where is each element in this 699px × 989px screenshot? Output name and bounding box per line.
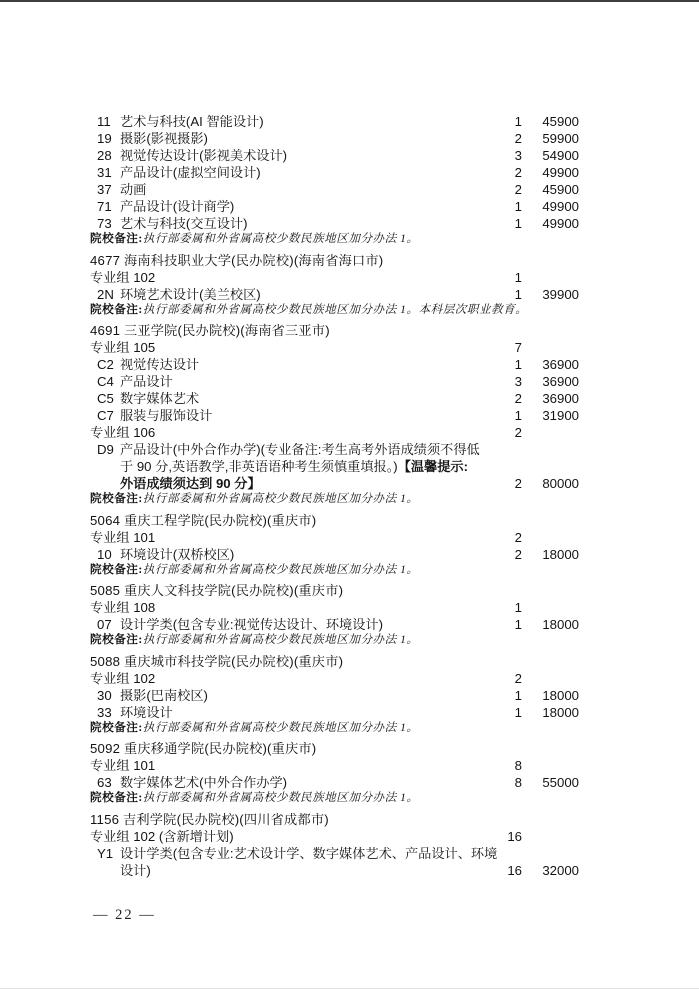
enrollment-count: 2: [514, 670, 522, 686]
enrollment-count: 2: [514, 529, 522, 545]
major-name-segment: 艺术与科技(交互设计): [120, 216, 248, 231]
major-name-segment: 视觉传达设计: [120, 357, 200, 372]
enrollment-count: 16: [507, 828, 522, 844]
remark-prefix: 院校备注:: [90, 720, 143, 734]
major-name-segment: 环境艺术设计(美兰校区): [120, 286, 261, 302]
group-row: [90, 599, 579, 616]
enrollment-count: 1: [514, 286, 522, 302]
group-label: 专业组 102: [90, 269, 156, 285]
major-row: [90, 687, 579, 704]
school-heading: 4691 三亚学院(民办院校)(海南省三亚市): [90, 323, 330, 338]
major-row: [90, 616, 579, 633]
major-row: [90, 356, 579, 373]
tuition-fee: 39900: [542, 286, 579, 302]
group-row: [90, 670, 579, 687]
tuition-fee: 80000: [542, 476, 579, 491]
group-row: [90, 529, 579, 546]
remark-text: 执行部委属和外省属高校少数民族地区加分办法 1。: [142, 720, 419, 734]
enrollment-count: 1: [514, 357, 522, 372]
remark-text: 执行部委属和外省属高校少数民族地区加分办法 1。: [142, 232, 419, 245]
major-name: [90, 774, 579, 791]
college-remark: [90, 232, 579, 247]
major-code: C4: [97, 374, 114, 389]
school-heading: 5085 重庆人文科技学院(民办院校)(重庆市): [90, 583, 344, 598]
tuition-fee: 59900: [542, 131, 579, 146]
enrollment-count: 1: [514, 269, 522, 285]
enrollment-count: 2: [514, 391, 522, 406]
major-name: [90, 356, 579, 373]
tuition-fee: 54900: [542, 148, 579, 163]
major-code: 19: [97, 131, 112, 146]
enrollment-count: 1: [514, 617, 522, 632]
major-name: [90, 215, 579, 232]
major-row: [90, 215, 579, 232]
school-heading: 5064 重庆工程学院(民办院校)(重庆市): [90, 512, 317, 528]
major-name-segment: 动画: [120, 182, 147, 197]
major-name-segment: 【温馨提示:: [397, 459, 469, 474]
major-row: [90, 704, 579, 721]
major-row: [90, 546, 579, 563]
major-name: [90, 704, 579, 721]
major-name-segment: 外语成绩须达到 90 分】: [120, 476, 261, 491]
tuition-fee: 45900: [542, 182, 579, 197]
college-remark: [90, 721, 579, 736]
major-code: 10: [97, 546, 112, 562]
major-name: [90, 181, 579, 198]
major-row: [90, 164, 579, 181]
tuition-fee: 36900: [542, 391, 579, 406]
major-code: 2N: [97, 286, 114, 302]
major-code: 07: [97, 617, 112, 632]
major-code: 37: [97, 182, 112, 197]
remark-prefix: 院校备注:: [90, 232, 143, 245]
major-row: [90, 198, 579, 215]
tuition-fee: 45900: [542, 114, 579, 129]
major-name-segment: 产品设计: [120, 374, 173, 389]
major-name: [90, 164, 579, 181]
college-remark: [90, 791, 579, 806]
enrollment-count: 1: [514, 687, 522, 703]
tuition-fee: 49900: [542, 199, 579, 214]
major-code: 28: [97, 148, 112, 163]
enrollment-count: 2: [514, 182, 522, 197]
major-name-segment: 艺术与科技(AI 智能设计): [120, 114, 264, 129]
major-name: [90, 147, 579, 164]
document-lines: [90, 113, 579, 879]
tuition-fee: 36900: [542, 357, 579, 372]
major-code: 30: [97, 687, 112, 703]
tuition-fee: 18000: [542, 617, 579, 632]
major-name: [90, 373, 579, 390]
enrollment-count: 8: [514, 775, 522, 790]
school-heading: 5092 重庆移通学院(民办院校)(重庆市): [90, 741, 317, 756]
major-code: C2: [97, 357, 114, 372]
major-name-segment: 摄影(影视摄影): [120, 131, 208, 146]
tuition-fee: 32000: [542, 862, 579, 878]
college-remark: [90, 492, 579, 507]
major-code: 71: [97, 199, 112, 214]
enrollment-count: 3: [514, 148, 522, 163]
enrollment-count: 2: [514, 165, 522, 180]
major-row: [90, 774, 579, 791]
major-code: 33: [97, 704, 112, 720]
enrollment-count: 3: [514, 374, 522, 389]
major-code: 31: [97, 165, 112, 180]
major-row: [90, 113, 579, 130]
tuition-fee: 31900: [542, 408, 579, 423]
remark-text: 执行部委属和外省属高校少数民族地区加分办法 1。: [142, 633, 419, 646]
major-name-segment: 设计学类(包含专业:艺术设计学、数字媒体艺术、产品设计、环境: [120, 845, 498, 861]
college-remark: [90, 633, 579, 648]
enrollment-count: 1: [514, 216, 522, 231]
major-name: [90, 687, 579, 704]
college-remark: [90, 303, 579, 318]
group-label: 专业组 106: [90, 425, 156, 440]
enrollment-count: 7: [514, 340, 522, 355]
remark-text: 执行部委属和外省属高校少数民族地区加分办法 1。本科层次职业教育。: [142, 302, 528, 316]
major-row: [90, 441, 579, 492]
major-name-segment: 服装与服饰设计: [120, 408, 213, 423]
major-name-segment: 产品设计(虚拟空间设计): [120, 165, 261, 180]
group-row: [90, 828, 579, 845]
enrollment-count: 1: [514, 114, 522, 129]
enrollment-count: 1: [514, 199, 522, 214]
tuition-fee: 18000: [542, 546, 579, 562]
group-label: 专业组 102: [90, 670, 156, 686]
tuition-fee: 55000: [542, 775, 579, 790]
major-row: [90, 390, 579, 407]
group-label: 专业组 105: [90, 340, 156, 355]
group-label: 专业组 101: [90, 529, 156, 545]
major-name: [90, 130, 579, 147]
major-name: [90, 845, 579, 879]
tuition-fee: 49900: [542, 165, 579, 180]
enrollment-count: 8: [514, 758, 522, 773]
major-name: [90, 441, 579, 492]
major-name-segment: 摄影(巴南校区): [120, 687, 208, 703]
group-row: [90, 757, 579, 774]
school-heading: 5088 重庆城市科技学院(民办院校)(重庆市): [90, 653, 344, 669]
enrollment-count: 1: [514, 704, 522, 720]
major-code: Y1: [97, 845, 114, 861]
major-code: 63: [97, 775, 112, 790]
remark-prefix: 院校备注:: [90, 562, 143, 576]
major-name-segment: 环境设计(双桥校区): [120, 546, 235, 562]
remark-prefix: 院校备注:: [90, 791, 143, 804]
major-name-segment: 数字媒体艺术: [120, 391, 200, 406]
major-name: [90, 198, 579, 215]
college-remark: [90, 563, 579, 578]
major-name: [90, 616, 579, 633]
remark-prefix: 院校备注:: [90, 492, 143, 505]
remark-prefix: 院校备注:: [90, 633, 143, 646]
page-number: — 22 —: [93, 907, 156, 923]
major-code: 73: [97, 216, 112, 231]
major-row: [90, 373, 579, 390]
major-name-segment: 于 90 分,英语教学,非英语语种考生须慎重填报。): [120, 459, 398, 474]
enrollment-count: 2: [514, 131, 522, 146]
group-label: 专业组 108: [90, 600, 156, 615]
major-name: [90, 407, 579, 424]
enrollment-count: 2: [514, 425, 522, 440]
remark-prefix: 院校备注:: [90, 302, 143, 316]
tuition-fee: 36900: [542, 374, 579, 389]
major-code: D9: [97, 442, 114, 457]
group-label: 专业组 101: [90, 758, 156, 773]
tuition-fee: 18000: [542, 687, 579, 703]
group-row: [90, 339, 579, 356]
remark-text: 执行部委属和外省属高校少数民族地区加分办法 1。: [142, 562, 419, 576]
major-name: [90, 546, 579, 563]
major-row: [90, 407, 579, 424]
major-row: [90, 130, 579, 147]
major-name-segment: 设计): [120, 862, 151, 878]
tuition-fee: 18000: [542, 704, 579, 720]
major-name: [90, 390, 579, 407]
major-name-segment: 数字媒体艺术(中外合作办学): [120, 775, 288, 790]
enrollment-count: 1: [514, 600, 522, 615]
remark-text: 执行部委属和外省属高校少数民族地区加分办法 1。: [142, 791, 419, 804]
remark-text: 执行部委属和外省属高校少数民族地区加分办法 1。: [142, 492, 419, 505]
major-code: 11: [97, 114, 111, 129]
group-row: [90, 424, 579, 441]
enrollment-count: 2: [514, 476, 522, 491]
school-heading: 1156 吉利学院(民办院校)(四川省成都市): [90, 811, 329, 827]
enrollment-count: 2: [514, 546, 522, 562]
major-name-segment: 环境设计: [120, 704, 173, 720]
major-name-segment: 产品设计(中外合作办学)(专业备注:考生高考外语成绩须不得低: [120, 442, 480, 457]
major-name: [90, 113, 579, 130]
major-name: [90, 286, 579, 303]
group-row: [90, 269, 579, 286]
major-name-segment: 产品设计(设计商学): [120, 199, 235, 214]
major-row: [90, 147, 579, 164]
enrollment-count: 16: [507, 862, 522, 878]
major-code: C5: [97, 391, 114, 406]
major-row: [90, 181, 579, 198]
tuition-fee: 49900: [542, 216, 579, 231]
major-row: [90, 286, 579, 303]
major-name-segment: 设计学类(包含专业:视觉传达设计、环境设计): [120, 617, 384, 632]
major-row: [90, 845, 579, 879]
group-label: 专业组 102 (含新增计划): [90, 828, 234, 844]
major-code: C7: [97, 408, 114, 423]
enrollment-count: 1: [514, 408, 522, 423]
major-name-segment: 视觉传达设计(影视美术设计): [120, 148, 288, 163]
school-heading: 4677 海南科技职业大学(民办院校)(海南省海口市): [90, 252, 384, 268]
